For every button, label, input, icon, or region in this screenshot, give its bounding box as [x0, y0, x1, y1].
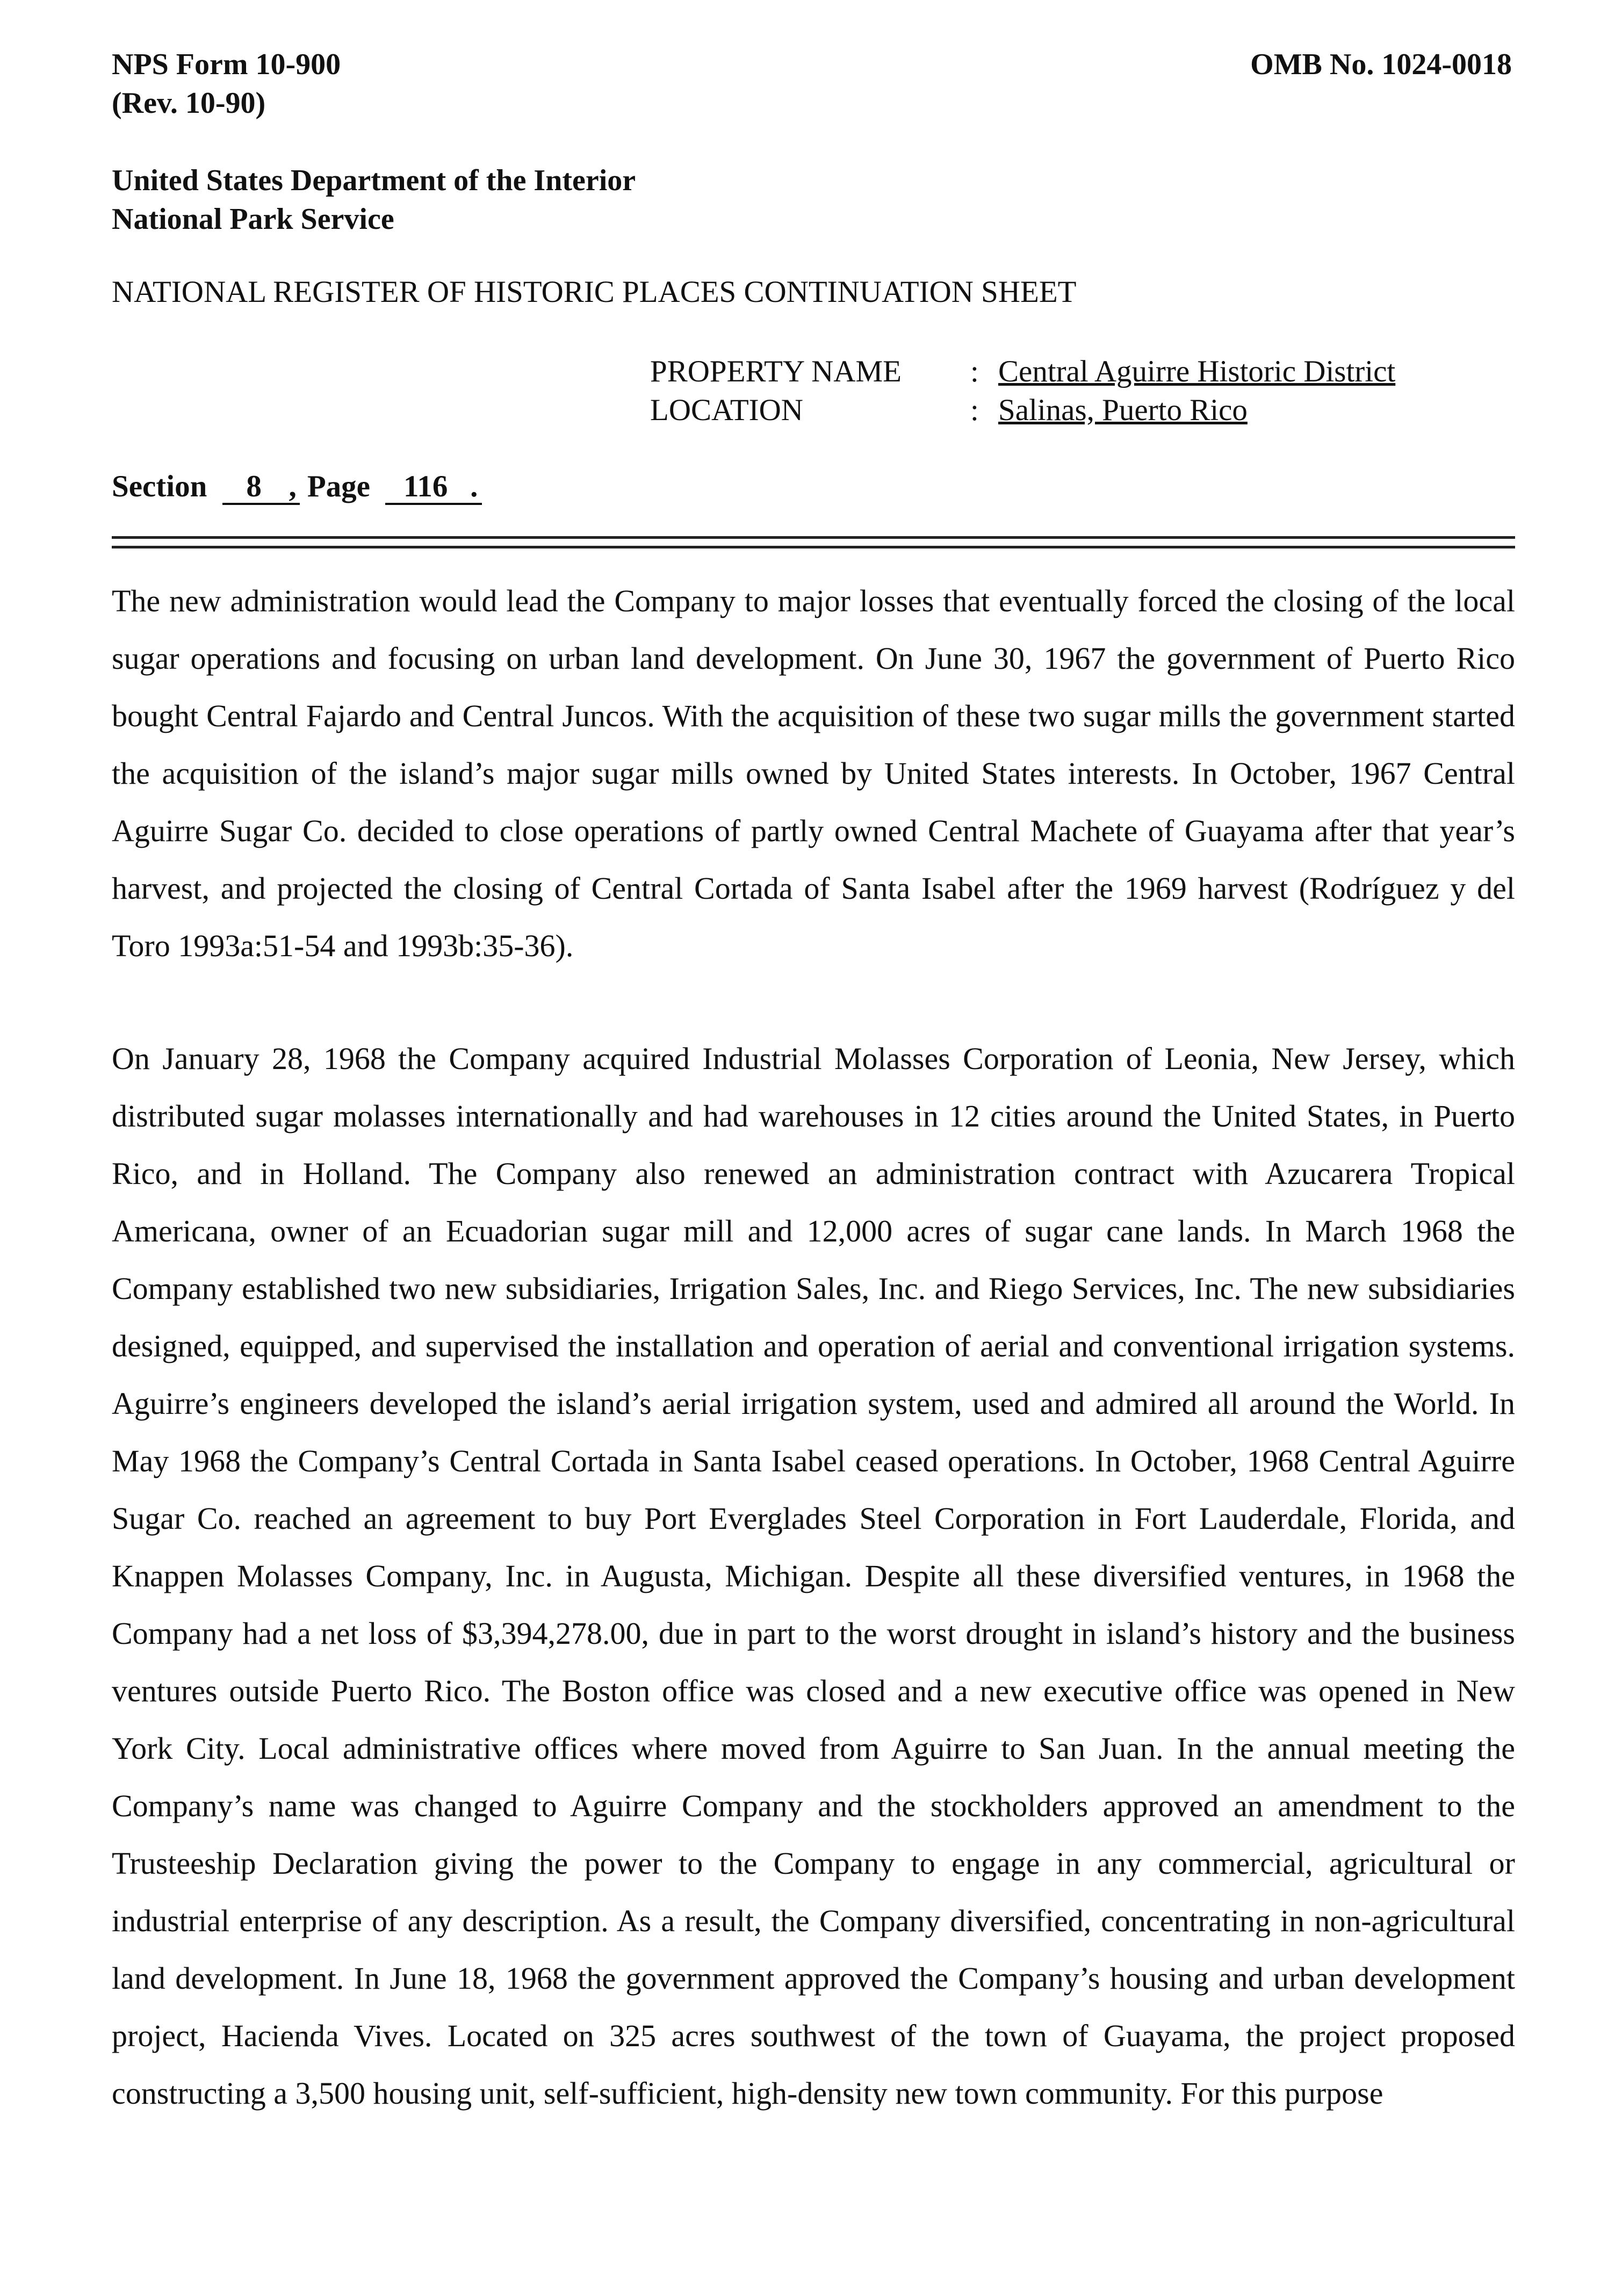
page-period: . — [466, 471, 482, 505]
department-name: United States Department of the Interior — [112, 164, 636, 197]
location-label: LOCATION — [650, 393, 803, 427]
page-number: 116 — [385, 471, 466, 505]
section-page-line — [112, 467, 482, 506]
section-label: Section — [112, 470, 207, 503]
section-comma: , — [286, 471, 300, 505]
header-divider-top — [112, 536, 1515, 539]
agency-block — [112, 161, 636, 239]
property-name-row — [650, 352, 1395, 391]
agency-name: National Park Service — [112, 203, 394, 236]
sheet-title: NATIONAL REGISTER OF HISTORIC PLACES CONTINUATION SHEET — [112, 275, 1077, 309]
body-paragraph-2: On January 28, 1968 the Company acquired Industrial Molasses Corporation of Leonia, New Jersey, which distributed sugar molasses internationally and had warehouses in 12 cities around the United States, in Puerto Rico, and in Holland. The Company also renewed an administration contract with Azucarera Tropical Americana, owner of an Ecuadorian sugar mill and 12,000 acres of sugar cane lands. In March 1968 the Company established two new subsidiaries, Irrigation Sales, Inc. and Riego Services, Inc. The new subsidiaries designed, equipped, and supervised the installation and operation of aerial and conventional irrigation systems. Aguirre’s engineers developed the island’s aerial irrigation system, used and admired all around the World. In May 1968 the Company’s Central Cortada in Santa Isabel ceased operations. In October, 1968 Central Aguirre Sugar Co. reached an agreement to buy Port Everglades Steel Corporation in Fort Lauderdale, Florida, and Knappen Molasses Company, Inc. in Augusta, Michigan. Despite all these diversified ventures, in 1968 the Company had a net loss of $3,394,278.00, due in part to the worst drought in island’s history and the business ventures outside Puerto Rico. The Boston office was closed and a new executive office was opened in New York City. Local administrative offices where moved from Aguirre to San Juan. In the annual meeting the Company’s name was changed to Aguirre Company and the stockholders approved an amendment to the Trusteeship Declaration giving the power to the Company to engage in any commercial, agricultural or industrial enterprise of any description. As a result, the Company diversified, concentrating in non-agricultural land development. In June 18, 1968 the government approved the Company’s housing and urban development project, Hacienda Vives. Located on 325 acres southwest of the town of Guayama, the project proposed constructing a 3,500 housing unit, self-sufficient, high-density new town community. For this purpose — [112, 1041, 1515, 2111]
property-name-colon: : — [970, 355, 979, 388]
form-revision: (Rev. 10-90) — [112, 86, 266, 120]
omb-number: OMB No. 1024-0018 — [1250, 48, 1512, 81]
header-divider-bottom — [112, 546, 1515, 548]
property-name-value: Central Aguirre Historic District — [998, 355, 1396, 388]
property-info — [650, 352, 1395, 430]
property-name-label: PROPERTY NAME — [650, 355, 902, 388]
form-identifier — [112, 45, 341, 122]
location-row — [650, 391, 1395, 430]
body-paragraph-1: The new administration would lead the Company to major losses that eventually forced the closing of the local sugar operations and focusing on urban land development. On June 30, 1967 the government of Puerto Rico bought Central Fajardo and Central Juncos. With the acquisition of these two sugar mills the government started the acquisition of the island’s major sugar mills owned by United States interests. In October, 1967 Central Aguirre Sugar Co. decided to close operations of partly owned Central Machete of Guayama after that year’s harvest, and projected the closing of Central Cortada of Santa Isabel after the 1969 harvest (Rodríguez y del Toro 1993a:51-54 and 1993b:35-36). — [112, 583, 1515, 963]
form-number: NPS Form 10-900 — [112, 48, 341, 81]
location-colon: : — [970, 393, 979, 427]
section-number: 8 — [222, 471, 286, 505]
page-label: Page — [307, 470, 370, 503]
location-value: Salinas, Puerto Rico — [998, 393, 1248, 427]
